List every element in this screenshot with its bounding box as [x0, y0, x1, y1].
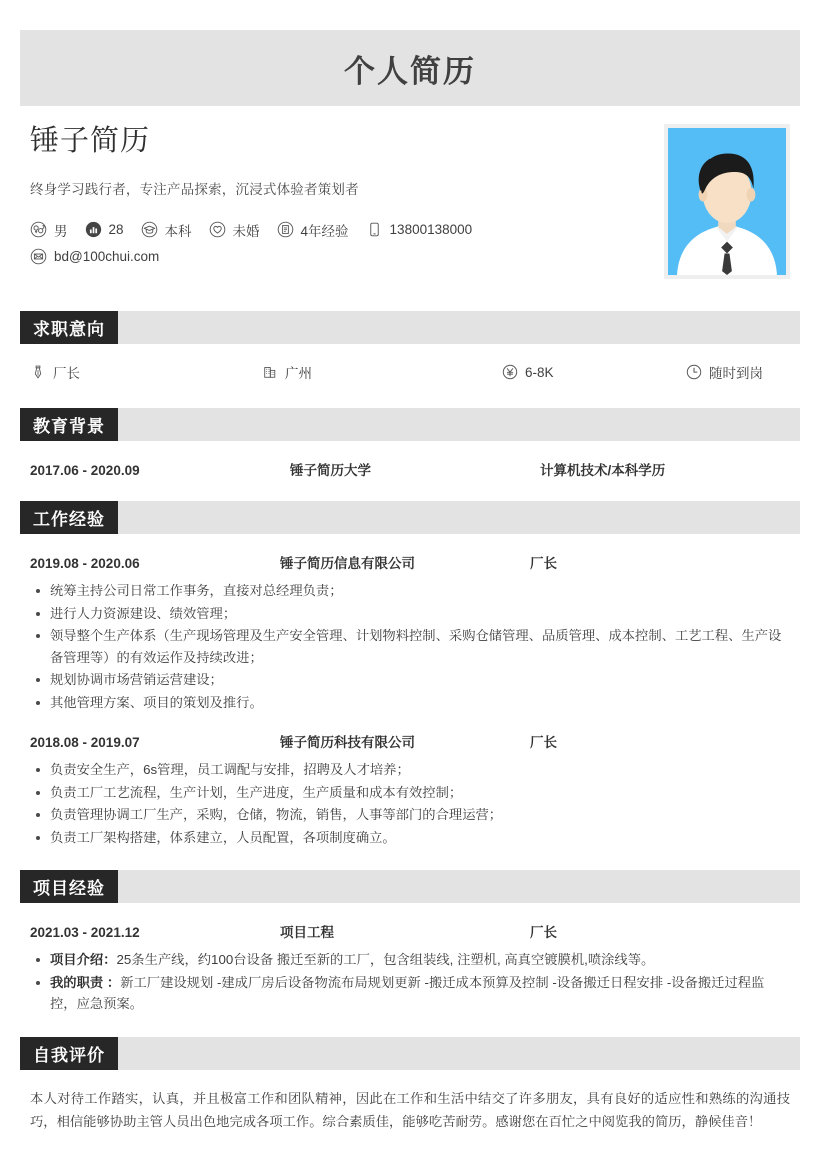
fact-experience: [277, 220, 349, 240]
section-title-job-intention: 求职意向: [20, 311, 118, 344]
section-title-project: 项目经验: [20, 870, 118, 903]
education-entry: [20, 459, 800, 479]
job-intention-row: [20, 344, 800, 386]
education-entry-header: [30, 459, 790, 479]
fact-experience-label: 4年经验: [300, 223, 349, 239]
work-date: 2018.08 - 2019.07: [30, 735, 140, 751]
job-intention-position-label: 厂长: [53, 366, 80, 381]
job-intention-location: [262, 362, 502, 382]
avatar-illustration: [668, 128, 786, 275]
section-header-education: [20, 408, 800, 441]
fact-age: [85, 221, 124, 238]
section-title-work: 工作经验: [20, 501, 118, 534]
job-intention-availability: [686, 362, 763, 382]
list-item: [30, 949, 790, 971]
project-name: 项目工程: [280, 925, 334, 941]
section-title-self-evaluation: 自我评价: [20, 1037, 118, 1070]
marital-heart-icon: [209, 221, 226, 238]
personal-facts-row-2: [30, 248, 664, 265]
experience-doc-icon: [277, 221, 294, 238]
personal-facts-row-1: [30, 220, 664, 240]
job-intention-salary: [502, 364, 686, 380]
job-intention-availability-label: 随时到岗: [709, 366, 763, 381]
work-entry-header: [30, 731, 790, 751]
list-item: 进行人力资源建设、绩效管理；: [30, 603, 790, 625]
project-bullet-text: 25条生产线，约100台设备 搬迁至新的工厂，包含组装线, 注塑机, 高真空镀膜机,喷涂线等。: [116, 952, 655, 968]
page-title: 个人简历: [344, 53, 476, 89]
fact-gender: [30, 220, 68, 240]
list-item: 负责工厂架构搭建，体系建立，人员配置，各项制度确立。: [30, 827, 790, 849]
list-item: 其他管理方案、项目的策划及推行。: [30, 692, 790, 714]
document-title-banner: [20, 30, 800, 106]
list-item: 领导整个生产体系（生产现场管理及生产安全管理、计划物料控制、采购仓储管理、品质管理、成本控制、工艺工程、生产设备管理等）的有效运作及持续改进；: [30, 625, 790, 668]
list-item: 负责管理协调工厂生产，采购，仓储，物流，销售，人事等部门的合理运营；: [30, 804, 790, 826]
project-entry: [20, 921, 800, 1015]
work-role: 厂长: [530, 735, 557, 751]
fact-phone: [366, 221, 473, 238]
education-date: 2017.06 - 2020.09: [30, 463, 140, 478]
fact-marital-status-label: 未婚: [232, 223, 260, 239]
work-company: 锤子简历信息有限公司: [280, 556, 415, 571]
fact-email: [30, 248, 159, 265]
project-bullets: [30, 949, 790, 1015]
work-role: 厂长: [530, 556, 557, 571]
building-icon: [262, 364, 278, 380]
work-company: 锤子简历科技有限公司: [280, 735, 415, 751]
list-item: 规划协调市场营销运营建设；: [30, 669, 790, 691]
profile-photo-frame: [664, 124, 790, 279]
section-header-work: [20, 501, 800, 534]
yen-icon: [502, 364, 518, 380]
fact-phone-label: 13800138000: [389, 222, 473, 238]
person-name: 锤子简历: [30, 125, 151, 157]
project-entry-header: [30, 921, 790, 941]
section-title-education: 教育背景: [20, 408, 118, 441]
necktie-icon: [30, 364, 46, 380]
work-bullets: [30, 580, 790, 713]
list-item: [30, 972, 790, 1015]
work-bullets: [30, 759, 790, 848]
fact-education: [141, 220, 192, 240]
personal-facts: [30, 220, 664, 265]
phone-icon: [366, 221, 383, 238]
identity-details: [20, 124, 664, 273]
fact-education-label: 本科: [164, 223, 192, 239]
work-entry-header: [30, 552, 790, 572]
project-bullet-text: 新工厂建设规划 -建成厂房后设备物流布局规划更新 -搬迁成本预算及控制 -设备搬迁日程安排 -设备搬迁过程监控，应急预案。: [50, 974, 765, 1012]
section-header-project: [20, 870, 800, 903]
education-cap-icon: [141, 221, 158, 238]
project-role: 厂长: [530, 925, 557, 941]
list-item: 统筹主持公司日常工作事务，直接对总经理负责；: [30, 580, 790, 602]
list-item: 负责安全生产，6s管理，员工调配与安排，招聘及人才培养；: [30, 759, 790, 781]
job-intention-salary-label: 6-8K: [525, 364, 554, 380]
job-intention-position: [30, 362, 262, 382]
clock-icon: [686, 364, 702, 380]
age-bars-icon: [85, 221, 102, 238]
project-bullet-label: 项目介绍：: [50, 952, 117, 968]
education-school: 锤子简历大学: [290, 463, 371, 478]
gender-icon: [30, 221, 47, 238]
list-item: 负责工厂工艺流程，生产计划，生产进度，生产质量和成本有效控制；: [30, 782, 790, 804]
person-tagline: 终身学习践行者，专注产品探索，沉浸式体验者策划者: [30, 181, 359, 197]
self-evaluation-text: 本人对待工作踏实，认真，并且极富工作和团队精神，因此在工作和生活中结交了许多朋友，具有良好的适应性和熟练的沟通技巧，相信能够协助主管人员出色地完成各项工作。综合素质佳，能够吃苦耐劳。感谢您在百忙之中阅览我的简历，静候佳音！: [30, 1090, 790, 1129]
fact-email-label: bd@100chui.com: [54, 248, 160, 264]
work-entry: [20, 731, 800, 848]
education-major: 计算机技术/本科学历: [540, 463, 666, 478]
section-header-job-intention: [20, 311, 800, 344]
work-entry: [20, 552, 800, 713]
work-date: 2019.08 - 2020.06: [30, 556, 140, 571]
project-date: 2021.03 - 2021.12: [30, 925, 140, 941]
section-header-self-evaluation: [20, 1037, 800, 1070]
identity-block: [20, 106, 800, 289]
avatar: [668, 128, 786, 275]
email-icon: [30, 248, 47, 265]
job-intention-location-label: 广州: [285, 366, 312, 381]
fact-age-label: 28: [108, 222, 124, 238]
project-bullet-label: 我的职责 ：: [50, 974, 121, 990]
fact-marital-status: [209, 220, 260, 240]
fact-gender-label: 男: [54, 223, 68, 239]
